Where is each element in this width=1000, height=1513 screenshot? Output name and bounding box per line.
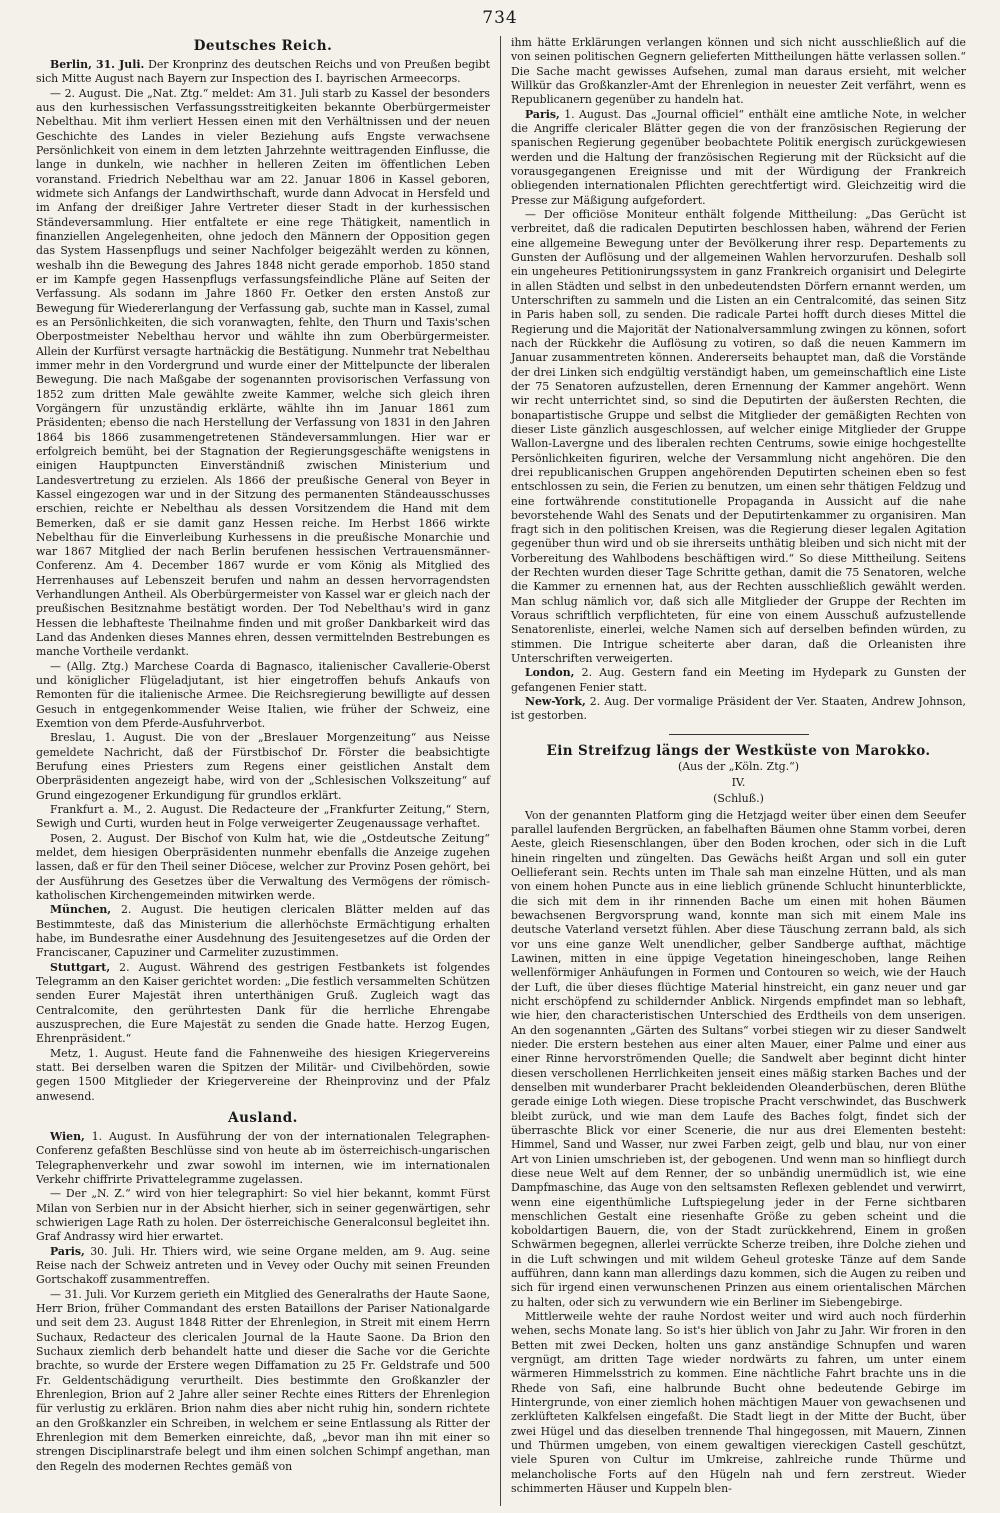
feuilleton-source: (Aus der „Köln. Ztg.“) xyxy=(677,759,800,773)
article-stuttgart xyxy=(36,961,490,1047)
feuilleton-title: Ein Streifzug längs der Westküste von Marokko. xyxy=(546,742,931,759)
dateline-stuttgart: Stuttgart, xyxy=(50,960,111,974)
dateline-newyork: New-York, xyxy=(525,695,586,709)
article-wien-text: 1. August. In Ausführung der von der internationalen Telegraphen-Conferenz gefaßten Beschlüsse sind von heute ab im österreichisch-ungarischen Telegraphenverkehr und zwar sowohl im internen, wie im internationalen Verkehr chiffrirte Privattelegramme zugelassen. xyxy=(36,1129,490,1186)
article-muenchen xyxy=(36,903,490,960)
article-metz: Metz, 1. August. Heute fand die Fahnenweihe des hiesigen Kriegervereins statt. Bei derselben waren die Spitzen der Militär- und Civilbehörden, sowie gegen 1500 Mitglieder der Kriegervereine der Rheinprovinz und der Pfalz anwesend. xyxy=(36,1046,490,1103)
page-number: 734 xyxy=(482,8,518,28)
feuilleton-end-marker: (Schluß.) xyxy=(713,792,764,806)
article-berlin-text: Der Kronprinz des deutschen Reichs und von Preußen begibt sich Mitte August nach Bayern zur Inspection des I. bayrischen Armeecorps. xyxy=(36,58,490,86)
feuilleton-paragraph-1: Von der genannten Platform ging die Hetzjagd weiter über einen dem Seeufer parallel laufenden Bergrücken, an fabelhaften Bäumen ohne Stamm vorbei, deren Aeste, gleich Riesenschlangen, über den Boden krochen, oder sich in die Luft hinein ringelten und züngelten. Das Gewächs heißt Argan und soll ein guter Oellieferant sein. Rechts unten im Thale sah man einzelne Hütten, und als man von einem hohen Puncte aus in eine lieblich grünende Schlucht hinunterblickte, die sich mit dem in ihr rinnenden Bache um einen mit hohen Bäumen bewachsenen Bergvorsprung wand, konnte man sich mit einem Male ins deutsche Vaterland versetzt fühlen. Aber diese Täuschung zerrann bald, als sich vor uns eine ganze Welt unendlicher, gelber Sandberge aufthat, mächtige Lawinen, mitten in eine üppige Vegetation hineingeschoben, lange Reihen wellenförmiger Anhäufungen in Formen und Contouren so weich, wie der Hauch der Luft, die über dieses flüchtige Material hinstreicht, ein ganz neuer und gar nicht erschöpfend zu schildernder Anblick. Nirgends empfindet man so lebhaft, wie hier, den characteristischen Unterschied des Erdtheils von dem unserigen. An den sogenannten „Gärten des Sultans“ vorbei stiegen wir zu dieser Sandwelt nieder. Die erstern bestehen aus einer alten Mauer, einer Palme und einer aus einer Rinne hervorströmenden Quelle; die Sandwelt aber beginnt dicht hinter diesen verschollenen Herrlichkeiten jenseit eines mäßig starken Baches und der denselben mit wunderbarer Pracht bekleidenden Oleanderbüschen, deren Blüthe gerade einige Loth wiegen. Diese tropische Pracht verschwindet, das Buschwerk bleibt zurück, und wie man dem Laufe des Baches folgt, findet sich der überraschte Blick vor einer Scenerie, die nur aus drei Elementen besteht: Himmel, Sand und Wasser, nur zwei Farben zeigt, gelb und blau, nur von einer Art von Linien umschrieben ist, der gebogenen. Und wenn man so hinfliegt durch diese neue Welt auf dem Renner, der so unbändig unermüdlich ist, wie eine Dampfmaschine, das Auge von den seltsamsten Reflexen geblendet und verwirrt, wenn eine eigenthümliche Luftspiegelung jeder in der Ferne sichtbaren menschlichen Gestalt eine riesenhafte Größe zu geben scheint und die koboldartigen Bauern, die, von der Stadt zurückkehrend, Einem in großen Schwärmen begegnen, allerlei verrückte Scherze treiben, ihre Dolche ziehen und in die Luft schwingen und mit wildem Geheul groteske Tänze auf dem Sande aufführen, dann kann man allerdings dazu kommen, sich die Augen zu reiben und sich für irgend einen verwunschenen Prinzen aus einem orientalischen Märchen zu halten, oder sich zu verwundern wie ein Berliner im Siebengebirge. xyxy=(511,808,966,1309)
article-paris-journal-officiel-text: 1. August. Das „Journal officiel“ enthält eine amtliche Note, in welcher die Angriffe clericaler Blätter gegen die von der französischen Regierung der spanischen Regierung gegenüber beobachtete Politik energisch zurückgewiesen werden und die Haltung der französischen Regierung mit der Rücksicht auf die vorausgegangenen Ereignisse und mit der Würdigung der Frankreich obliegenden internationalen Pflichten gerechtfertigt wird. Gleichzeitig wird die Presse zur Mäßigung aufgefordert. xyxy=(511,107,966,207)
article-frankfurt: Frankfurt a. M., 2. August. Die Redacteure der „Frankfurter Zeitung,“ Stern, Sewigh und Curti, wurden heut in Folge verweigerter Zeugenaussage verhaftet. xyxy=(36,803,490,831)
article-serbien: — Der „N. Z.“ wird von hier telegraphirt: So viel hier bekannt, kommt Fürst Milan von Serbien nur in der Absicht hierher, sich in seiner gegenwärtigen, sehr schwierigen Lage Rath zu holen. Der österreichische Generalconsul begleitet ihn. Graf Andrassy wird hier erwartet. xyxy=(36,1187,490,1244)
article-posen: Posen, 2. August. Der Bischof von Kulm hat, wie die „Ostdeutsche Zeitung“ meldet, dem hiesigen Oberpräsidenten nunmehr ebenfalls die Anzeige zugehen lassen, daß er für den Theil seiner Diöcese, welcher zur Provinz Posen gehört, bei der Ausführung des Gesetzes über die Verwaltung des Vermögens der römisch-katholischen Kirchengemeinden mitwirken werde. xyxy=(36,831,490,903)
article-breslau: Breslau, 1. August. Die von der „Breslauer Morgenzeitung“ aus Neisse gemeldete Nachricht, daß der Fürstbischof Dr. Förster die beabsichtigte Berufung eines Priesters zum Regens einer geistlichen Anstalt dem Oberpräsidenten angezeigt habe, wird von der „Schlesischen Volkszeitung“ auf Grund eingezogener Erkundigung für grundlos erklärt. xyxy=(36,731,490,802)
article-muenchen-text: 2. August. Die heutigen clericalen Blätter melden auf das Bestimmteste, daß das Ministerium die allerhöchste Ermächtigung erhalten habe, im Bundesrathe einer Ausdehnung des Jesuitengesetzes auf die Orden der Franciscaner, Capuziner und Carmeliter zuzustimmen. xyxy=(36,903,491,960)
left-column xyxy=(36,36,501,1506)
article-paris-text: 30. Juli. Hr. Thiers wird, wie seine Organe melden, am 9. Aug. seine Reise nach der Schweiz antreten und in Vevey oder Ouchy mit seinen Freunden Gortschakoff zusammentreffen. xyxy=(36,1244,491,1287)
feuilleton-part: IV. xyxy=(731,776,746,790)
article-moniteur: — Der officiöse Moniteur enthält folgende Mittheilung: „Das Gerücht ist verbreitet, daß die radicalen Deputirten beschlossen haben, während der Ferien eine allgemeine Bewegung unter der Bevölkerung ihrer resp. Departements zu Gunsten der Auflösung und der allgemeinen Wahlen hervorzurufen. Deshalb soll ein ungeheures Petitionirungssystem in ganz Frankreich organisirt und Delegirte in allen Städten und selbst in den unbedeutendsten Dörfern ernannt werden, um Unterschriften zu sammeln und die Listen an ein Centralcomité, das seinen Sitz in Paris haben soll, zu senden. Die radicale Partei hofft durch dieses Mittel die Regierung und die Majorität der Nationalversammlung zwingen zu können, sofort nach der Rückkehr die Auflösung zu votiren, so daß die neuen Kammern im Januar zusammentreten können. Andererseits behauptet man, daß die Vorstände der drei Linken sich endgültig verständigt haben, um gemeinschaftlich eine Liste der 75 Senatoren aufzustellen, deren Ernennung der Kammer angehört. Wenn wir recht unterrichtet sind, so sind die Deputirten der äußersten Rechten, die bonapartistische Gruppe und selbst die Mitglieder der gemäßigten Rechten von dieser Liste gänzlich ausgeschlossen, auf welcher einige Mitglieder der Gruppe Wallon-Lavergne und des liberalen rechten Centrums, sowie einige hochgestellte Persönlichkeiten figuriren, welche der Versammlung nicht angehören. Die den drei republicanischen Gruppen angehörenden Deputirten scheinen eben so fest entschlossen zu sein, die Ferien zu benutzen, um einen sehr thätigen Feldzug und eine fortwährende constitutionelle Propaganda in Aussicht auf die nahe bevorstehende Wahl des Senats und der Deputirtenkammer zu organisiren. Man fragt sich in den politischen Kreisen, was die Regierung dieser legalen Agitation gegenüber thun wird und ob sie ihrerseits unthätig bleiben und sich nicht mit der Vorbereitung des Wahlbodens beschäftigen wird.“ So diese Mittheilung. Seitens der Rechten wurden dieser Tage Schritte gethan, damit die 75 Senatoren, welche die Kammer zu ernennen hat, aus der Rechten ausschließlich gewählt werden. Man schlug nämlich vor, daß sich alle Mitglieder der Gruppe der Rechten im Voraus schriftlich verpflichteten, für eine von einem Ausschuß aufzustellende Senatorenliste, einerlei, welche Namen sich auf derselben befinden würden, zu stimmen. Die Intrigue scheiterte aber daran, daß die Orleanisten ihre Unterschriften verweigerten. xyxy=(511,207,966,666)
article-london xyxy=(511,666,966,695)
section-heading-deutsches-reich: Deutsches Reich. xyxy=(193,38,333,54)
article-stuttgart-text: 2. August. Während des gestrigen Festbankets ist folgendes Telegramm an den Kaiser gerichtet worden: „Die festlich versammelten Schützen senden Eurer Majestät ihren unterthänigen Gruß. Zugleich wagt das Centralcomite, den gerührtesten Dank für die herrliche Ehrengabe auszusprechen, die Eure Majestät zu senden die Gnade hatte. Herzog Eugen, Ehrenpräsident.“ xyxy=(36,960,490,1046)
dateline-paris: Paris, xyxy=(50,1244,85,1258)
article-berlin xyxy=(36,58,490,87)
dateline-london: London, xyxy=(525,666,575,680)
right-column xyxy=(501,36,966,1506)
article-kassel: — 2. August. Die „Nat. Ztg.“ meldet: Am 31. Juli starb zu Kassel der besonders aus den kurhessischen Verfassungsstreitigkeiten bekannte Oberbürgermeister Nebelthau. Mit ihm verliert Hessen einen mit den Verhältnissen und der neuen Geschichte des Landes in vieler Beziehung aufs Engste verwachsene Persönlichkeit von einem in dem letzten Jahrzehnte weittragenden Einflusse, die lange in dunkeln, wie nachher in helleren Zeiten im öffentlichen Leben voranstand. Friedrich Nebelthau war am 22. Januar 1806 in Kassel geboren, widmete sich Anfangs der Landwirthschaft, wurde dann Advocat in Hersfeld und im Anfang der dreißiger Jahre Vertreter dieser Stadt in der kurhessischen Ständeversammlung. Hier entfaltete er eine rege Thätigkeit, namentlich in finanziellen Angelegenheiten, ohne jedoch den Männern der Opposition gegen das System Hassenpflugs und seiner Nachfolger beigezählt werden zu können, weshalb ihn die Bewegung des Jahres 1848 nicht gerade emporhob. 1850 stand er im Kampfe gegen Hassenpflugs verfassungsfeindliche Pläne auf Seiten der Verfassung. Als sodann im Jahre 1860 Fr. Oetker den ersten Anstoß zur Bewegung für Wiedererlangung der Verfassung gab, suchte man in Kassel, zumal es an Persönlichkeiten, die sich voranwagten, fehlte, den Thurn und Taxis'schen Oberpostmeister Nebelthau hervor und wählte ihn zum Oberbürgermeister. Allein der Kurfürst versagte hartnäckig die Bestätigung. Nunmehr trat Nebelthau immer mehr in den Vordergrund und wurde einer der Mittelpuncte der liberalen Bewegung. Die nach Maßgabe der sogenannten provisorischen Verfassung von 1852 zum dritten Male gewählte zweite Kammer, welche sich gleich ihren Vorgängern für unzuständig erklärte, wählte ihn im Januar 1861 zum Präsidenten; ebenso die nach Herstellung der Verfassung von 1831 in den Jahren 1864 bis 1866 zusammengetretenen Ständeversammlungen. Hier war er erfolgreich bemüht, bei der Stagnation der Regierungsgeschäfte wenigstens in einigen Hauptpuncten Einverständniß zwischen Ministerium und Landesvertretung zu erzielen. Als 1866 der preußische General von Beyer in Kassel eingezogen war und in der Sitzung des permanenten Ständeausschusses erschien, reichte er Nebelthau als dessen Vorsitzendem die Hand mit dem Bemerken, daß er sie damit ganz Hessen reiche. Im Herbst 1866 wirkte Nebelthau für die Einverleibung Kurhessens in die preußische Monarchie und war 1867 Mitglied der nach Berlin berufenen hessischen Vertrauensmänner-Conferenz. Am 4. December 1867 wurde er vom König als Mitglied des Herrenhauses auf Lebenszeit berufen und nahm an dessen hervorragendsten Verhandlungen Antheil. Als Oberbürgermeister von Kassel war er gleich nach der preußischen Besitznahme bestätigt worden. Der Tod Nebelthau's wird in ganz Hessen die lebhafteste Theilnahme finden und mit großer Dankbarkeit wird das Land das Andenken dieses Mannes ehren, dessen vermittelnden Bestrebungen es manche Vortheile verdankt. xyxy=(36,86,490,659)
article-london-text: 2. Aug. Gestern fand ein Meeting im Hydepark zu Gunsten der gefangenen Fenier statt. xyxy=(511,666,966,694)
article-paris-journal-officiel xyxy=(511,108,966,208)
article-coarda: — (Allg. Ztg.) Marchese Coarda di Bagnasco, italienischer Cavallerie-Oberst und königlicher Flügeladjutant, ist hier eingetroffen behufs Ankaufs von Remonten für die italienische Armee. Die Reichsregierung bewilligte auf dessen Gesuch in entgegenkommender Weise Italien, wie früher der Schweiz, eine Exemtion von dem Pferde-Ausfuhrverbot. xyxy=(36,659,490,731)
article-paris-brion-continued: ihm hätte Erklärungen verlangen können und sich nicht ausschließlich auf die von seinen politischen Gegnern gelieferten Mittheilungen hätte verlassen sollen.“ Die Sache macht gewisses Aufsehen, zumal man daraus ersieht, mit welcher Willkür das Großkanzler-Amt der Ehrenlegion in neuester Zeit verfährt, wenn es Republicanern gegenüber zu handeln hat. xyxy=(511,36,966,107)
dateline-wien: Wien, xyxy=(50,1129,85,1143)
section-heading-ausland: Ausland. xyxy=(228,1109,298,1126)
dateline-paris-2: Paris, xyxy=(525,107,560,121)
article-newyork-text: 2. Aug. Der vormalige Präsident der Ver. Staaten, Andrew Johnson, ist gestorben. xyxy=(511,695,966,723)
feuilleton-divider xyxy=(669,734,809,735)
article-newyork xyxy=(511,695,966,724)
dateline-berlin: Berlin, 31. Juli. xyxy=(50,58,145,71)
article-paris-brion: — 31. Juli. Vor Kurzem gerieth ein Mitglied des Generalraths der Haute Saone, Herr Brion, früher Commandant des ersten Bataillons der Pariser Nationalgarde und seit dem 23. August 1848 Ritter der Ehrenlegion, in Streit mit einem Herrn Suchaux, Redacteur des clericalen Journal de la Haute Saone. Da Brion den Suchaux ziemlich derb behandelt hatte und dieser die Sache vor die Gerichte brachte, so wurde der Erstere wegen Diffamation zu 25 Fr. Geldstrafe und 500 Fr. Geldentschädigung verurtheilt. Dies bestimmte den Großkanzler der Ehrenlegion, Brion auf 2 Jahre aller seiner Rechte eines Ritters der Ehrenlegion für verlustig zu erklären. Brion nahm dies aber nicht ruhig hin, sondern richtete an den Großkanzler ein Schreiben, in welchem er seine Entlassung als Ritter der Ehrenlegion mit dem Bemerken einreichte, daß, „bevor man ihn mit einer so strengen Disciplinarstrafe belegt und ihm einen solchen Schimpf angethan, man den Regeln des modernen Rechtes gemäß von xyxy=(36,1287,490,1473)
article-paris xyxy=(36,1245,490,1288)
feuilleton-paragraph-2: Mittlerweile wehte der rauhe Nordost weiter und wird auch noch fürderhin wehen, sechs Monate lang. So ist's hier üblich von Jahr zu Jahr. Wir froren in den Betten mit zwei Decken, holten uns ganz anständige Schnupfen und waren vergnügt, am dritten Tage wieder nordwärts zu fahren, um unter einem wärmeren Himmelsstrich zu kommen. Eine nächtliche Fahrt brachte uns in die Rhede von Safi, eine halbrunde Bucht ohne bedeutende Gebirge im Hintergrunde, von einer ziemlich hohen mächtigen Mauer von gewachsenen und zerklüfteten Kalkfelsen eingefaßt. Die Stadt liegt in der Mitte der Bucht, über zwei Hügel und das dieselben trennende Thal hingegossen, mit Mauern, Zinnen und Thürmen umgeben, von einem gewaltigen viereckigen Castell geschützt, viele Spuren von Cultur im Umkreise, zahlreiche runde Thürme und melancholische Forts auf den Hügeln nah und fern zerstreut. Wieder schimmerten Häuser und Kuppeln blen- xyxy=(511,1310,966,1496)
dateline-muenchen: München, xyxy=(50,903,112,917)
article-wien xyxy=(36,1130,490,1187)
newspaper-page xyxy=(36,36,966,1506)
